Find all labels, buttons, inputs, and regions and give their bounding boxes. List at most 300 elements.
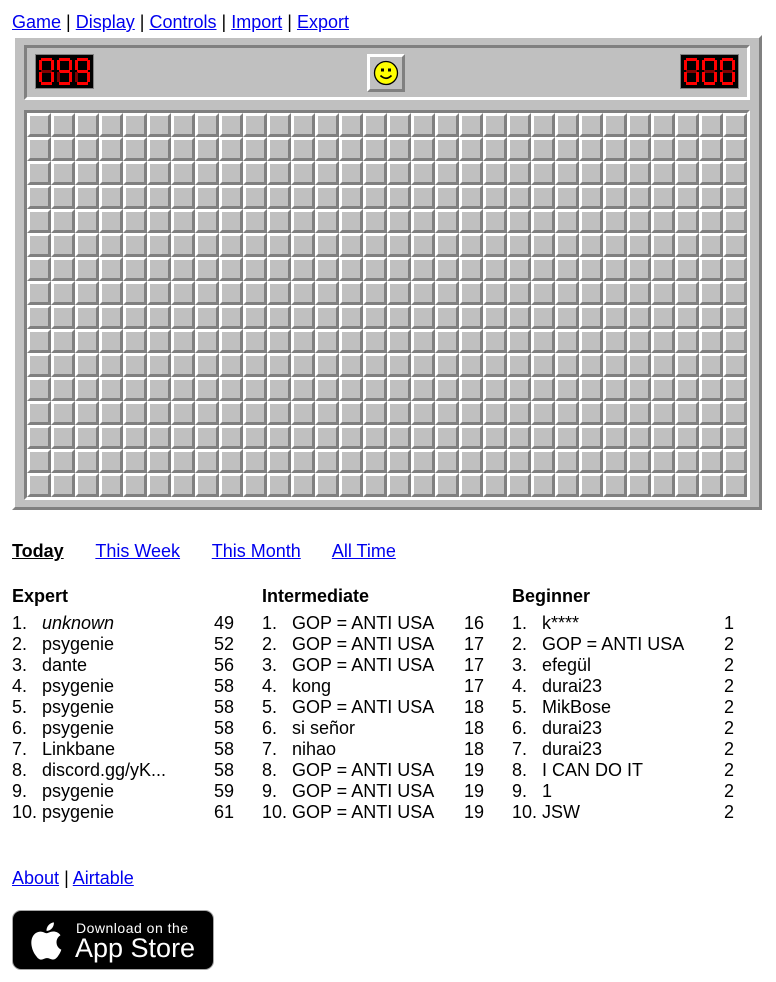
mine-cell[interactable] [27,449,51,473]
mine-cell[interactable] [723,329,747,353]
mine-cell[interactable] [435,353,459,377]
mine-cell[interactable] [243,305,267,329]
mine-cell[interactable] [51,473,75,497]
mine-cell[interactable] [531,233,555,257]
mine-cell[interactable] [99,209,123,233]
mine-cell[interactable] [315,209,339,233]
mine-cell[interactable] [675,185,699,209]
mine-cell[interactable] [387,425,411,449]
mine-cell[interactable] [363,329,387,353]
mine-cell[interactable] [507,185,531,209]
mine-cell[interactable] [339,233,363,257]
mine-cell[interactable] [219,137,243,161]
mine-cell[interactable] [627,473,651,497]
mine-cell[interactable] [459,401,483,425]
mine-cell[interactable] [75,305,99,329]
mine-cell[interactable] [627,137,651,161]
mine-cell[interactable] [483,329,507,353]
mine-cell[interactable] [507,113,531,137]
mine-cell[interactable] [627,161,651,185]
mine-cell[interactable] [483,161,507,185]
mine-cell[interactable] [531,377,555,401]
mine-cell[interactable] [699,137,723,161]
mine-cell[interactable] [51,401,75,425]
mine-cell[interactable] [339,449,363,473]
mine-cell[interactable] [291,161,315,185]
mine-cell[interactable] [483,353,507,377]
mine-cell[interactable] [243,425,267,449]
mine-cell[interactable] [99,353,123,377]
mine-cell[interactable] [699,209,723,233]
mine-cell[interactable] [555,281,579,305]
nav-game-link[interactable]: Game [12,12,62,32]
mine-cell[interactable] [315,305,339,329]
mine-cell[interactable] [531,257,555,281]
mine-cell[interactable] [723,281,747,305]
mine-cell[interactable] [723,257,747,281]
mine-cell[interactable] [387,329,411,353]
mine-cell[interactable] [507,449,531,473]
mine-cell[interactable] [267,401,291,425]
mine-cell[interactable] [579,305,603,329]
mine-cell[interactable] [75,353,99,377]
mine-cell[interactable] [291,113,315,137]
mine-cell[interactable] [147,257,171,281]
mine-cell[interactable] [339,305,363,329]
mine-cell[interactable] [51,137,75,161]
mine-cell[interactable] [315,137,339,161]
mine-cell[interactable] [363,425,387,449]
mine-cell[interactable] [195,161,219,185]
mine-cell[interactable] [531,305,555,329]
mine-cell[interactable] [315,329,339,353]
mine-cell[interactable] [75,233,99,257]
mine-cell[interactable] [699,113,723,137]
mine-cell[interactable] [27,113,51,137]
mine-cell[interactable] [363,449,387,473]
mine-cell[interactable] [267,473,291,497]
mine-cell[interactable] [459,257,483,281]
mine-cell[interactable] [243,185,267,209]
mine-cell[interactable] [531,137,555,161]
mine-cell[interactable] [75,329,99,353]
mine-cell[interactable] [51,257,75,281]
mine-cell[interactable] [123,425,147,449]
mine-cell[interactable] [579,209,603,233]
mine-cell[interactable] [699,281,723,305]
mine-cell[interactable] [603,473,627,497]
mine-cell[interactable] [723,233,747,257]
mine-cell[interactable] [219,353,243,377]
mine-cell[interactable] [315,449,339,473]
mine-cell[interactable] [579,257,603,281]
mine-cell[interactable] [363,257,387,281]
mine-cell[interactable] [387,449,411,473]
mine-cell[interactable] [147,473,171,497]
mine-cell[interactable] [579,233,603,257]
mine-cell[interactable] [267,209,291,233]
mine-cell[interactable] [483,305,507,329]
mine-cell[interactable] [411,473,435,497]
mine-cell[interactable] [627,305,651,329]
mine-cell[interactable] [51,425,75,449]
mine-cell[interactable] [435,473,459,497]
mine-cell[interactable] [603,137,627,161]
mine-cell[interactable] [483,137,507,161]
mine-cell[interactable] [267,257,291,281]
mine-cell[interactable] [27,353,51,377]
mine-cell[interactable] [363,137,387,161]
mine-cell[interactable] [555,401,579,425]
mine-cell[interactable] [699,161,723,185]
mine-cell[interactable] [555,473,579,497]
mine-cell[interactable] [459,377,483,401]
mine-cell[interactable] [387,377,411,401]
mine-cell[interactable] [123,185,147,209]
mine-cell[interactable] [651,473,675,497]
mine-cell[interactable] [243,233,267,257]
mine-cell[interactable] [411,161,435,185]
mine-cell[interactable] [603,425,627,449]
mine-cell[interactable] [435,449,459,473]
mine-cell[interactable] [99,473,123,497]
mine-cell[interactable] [723,401,747,425]
mine-cell[interactable] [699,449,723,473]
mine-cell[interactable] [483,281,507,305]
mine-cell[interactable] [483,209,507,233]
mine-cell[interactable] [267,161,291,185]
tab-this-week[interactable]: This Week [95,541,181,561]
mine-cell[interactable] [267,233,291,257]
mine-cell[interactable] [339,161,363,185]
mine-cell[interactable] [363,305,387,329]
mine-cell[interactable] [651,233,675,257]
mine-cell[interactable] [99,329,123,353]
mine-cell[interactable] [651,449,675,473]
mine-cell[interactable] [675,329,699,353]
mine-cell[interactable] [411,281,435,305]
mine-cell[interactable] [123,353,147,377]
mine-cell[interactable] [459,473,483,497]
mine-cell[interactable] [387,281,411,305]
mine-cell[interactable] [267,425,291,449]
mine-cell[interactable] [507,329,531,353]
mine-cell[interactable] [195,137,219,161]
mine-cell[interactable] [411,233,435,257]
mine-cell[interactable] [99,137,123,161]
mine-cell[interactable] [195,233,219,257]
mine-cell[interactable] [507,353,531,377]
mine-cell[interactable] [435,257,459,281]
mine-cell[interactable] [651,329,675,353]
mine-cell[interactable] [291,209,315,233]
mine-cell[interactable] [555,209,579,233]
mine-cell[interactable] [315,161,339,185]
mine-cell[interactable] [555,113,579,137]
mine-cell[interactable] [483,113,507,137]
mine-cell[interactable] [603,449,627,473]
mine-cell[interactable] [459,329,483,353]
mine-cell[interactable] [555,449,579,473]
mine-cell[interactable] [339,185,363,209]
mine-cell[interactable] [291,449,315,473]
mine-cell[interactable] [27,209,51,233]
mine-cell[interactable] [219,257,243,281]
mine-cell[interactable] [603,401,627,425]
mine-cell[interactable] [51,113,75,137]
mine-cell[interactable] [219,281,243,305]
mine-cell[interactable] [723,473,747,497]
mine-cell[interactable] [435,113,459,137]
mine-cell[interactable] [267,281,291,305]
mine-cell[interactable] [123,281,147,305]
mine-cell[interactable] [387,257,411,281]
mine-cell[interactable] [411,353,435,377]
mine-cell[interactable] [195,209,219,233]
mine-cell[interactable] [387,353,411,377]
mine-cell[interactable] [99,185,123,209]
mine-cell[interactable] [363,377,387,401]
mine-cell[interactable] [99,377,123,401]
mine-cell[interactable] [555,233,579,257]
mine-cell[interactable] [267,353,291,377]
mine-cell[interactable] [51,185,75,209]
mine-cell[interactable] [723,113,747,137]
mine-cell[interactable] [99,281,123,305]
mine-cell[interactable] [387,473,411,497]
mine-cell[interactable] [675,281,699,305]
mine-cell[interactable] [603,281,627,305]
mine-cell[interactable] [675,257,699,281]
mine-cell[interactable] [171,377,195,401]
mine-cell[interactable] [579,329,603,353]
mine-cell[interactable] [459,185,483,209]
mine-cell[interactable] [507,233,531,257]
mine-cell[interactable] [147,353,171,377]
mine-cell[interactable] [411,137,435,161]
mine-cell[interactable] [171,137,195,161]
mine-cell[interactable] [147,113,171,137]
mine-cell[interactable] [51,353,75,377]
mine-cell[interactable] [123,113,147,137]
mine-cell[interactable] [171,233,195,257]
mine-cell[interactable] [363,353,387,377]
mine-cell[interactable] [675,353,699,377]
mine-cell[interactable] [387,209,411,233]
mine-cell[interactable] [291,401,315,425]
mine-cell[interactable] [435,185,459,209]
mine-cell[interactable] [627,281,651,305]
mine-cell[interactable] [99,449,123,473]
mine-cell[interactable] [387,233,411,257]
mine-cell[interactable] [243,161,267,185]
mine-cell[interactable] [147,209,171,233]
mine-cell[interactable] [315,377,339,401]
mine-cell[interactable] [243,449,267,473]
mine-cell[interactable] [99,305,123,329]
mine-cell[interactable] [147,281,171,305]
mine-cell[interactable] [579,473,603,497]
mine-cell[interactable] [123,473,147,497]
mine-cell[interactable] [27,233,51,257]
mine-cell[interactable] [99,401,123,425]
mine-cell[interactable] [27,281,51,305]
mine-cell[interactable] [627,425,651,449]
mine-cell[interactable] [291,377,315,401]
mine-cell[interactable] [459,137,483,161]
mine-cell[interactable] [507,137,531,161]
mine-cell[interactable] [627,257,651,281]
mine-cell[interactable] [315,257,339,281]
mine-cell[interactable] [363,281,387,305]
mine-cell[interactable] [27,257,51,281]
mine-cell[interactable] [579,449,603,473]
mine-cell[interactable] [291,425,315,449]
mine-cell[interactable] [651,377,675,401]
mine-cell[interactable] [387,305,411,329]
nav-controls-link[interactable]: Controls [149,12,217,32]
mine-cell[interactable] [435,329,459,353]
about-link[interactable]: About [12,868,60,888]
mine-cell[interactable] [483,257,507,281]
mine-cell[interactable] [675,209,699,233]
mine-cell[interactable] [483,377,507,401]
mine-cell[interactable] [507,209,531,233]
mine-cell[interactable] [147,233,171,257]
mine-cell[interactable] [243,257,267,281]
mine-cell[interactable] [603,377,627,401]
mine-cell[interactable] [507,257,531,281]
mine-cell[interactable] [147,401,171,425]
mine-cell[interactable] [243,473,267,497]
mine-cell[interactable] [123,137,147,161]
mine-cell[interactable] [603,113,627,137]
mine-cell[interactable] [627,209,651,233]
mine-cell[interactable] [507,473,531,497]
mine-cell[interactable] [147,185,171,209]
mine-cell[interactable] [387,113,411,137]
mine-cell[interactable] [363,161,387,185]
mine-cell[interactable] [435,305,459,329]
mine-cell[interactable] [27,473,51,497]
mine-cell[interactable] [51,305,75,329]
mine-cell[interactable] [675,305,699,329]
mine-cell[interactable] [507,305,531,329]
mine-cell[interactable] [243,329,267,353]
mine-cell[interactable] [651,257,675,281]
mine-cell[interactable] [339,257,363,281]
mine-cell[interactable] [219,329,243,353]
mine-cell[interactable] [51,377,75,401]
mine-cell[interactable] [171,329,195,353]
mine-cell[interactable] [483,185,507,209]
mine-cell[interactable] [675,473,699,497]
mine-cell[interactable] [27,305,51,329]
mine-cell[interactable] [459,113,483,137]
mine-cell[interactable] [579,377,603,401]
mine-cell[interactable] [411,449,435,473]
mine-cell[interactable] [123,449,147,473]
mine-cell[interactable] [555,377,579,401]
mine-cell[interactable] [651,209,675,233]
mine-cell[interactable] [51,449,75,473]
mine-cell[interactable] [363,233,387,257]
mine-cell[interactable] [219,209,243,233]
mine-cell[interactable] [699,185,723,209]
mine-cell[interactable] [27,329,51,353]
mine-cell[interactable] [51,281,75,305]
mine-cell[interactable] [99,113,123,137]
mine-cell[interactable] [387,185,411,209]
mine-cell[interactable] [267,449,291,473]
mine-cell[interactable] [435,425,459,449]
mine-cell[interactable] [195,113,219,137]
mine-cell[interactable] [435,209,459,233]
mine-cell[interactable] [531,113,555,137]
mine-cell[interactable] [579,161,603,185]
mine-cell[interactable] [195,257,219,281]
mine-cell[interactable] [123,377,147,401]
mine-cell[interactable] [435,161,459,185]
mine-cell[interactable] [531,425,555,449]
mine-cell[interactable] [411,377,435,401]
mine-cell[interactable] [435,377,459,401]
tab-today[interactable]: Today [12,541,64,561]
mine-cell[interactable] [411,305,435,329]
mine-cell[interactable] [195,329,219,353]
mine-cell[interactable] [123,161,147,185]
mine-cell[interactable] [99,425,123,449]
mine-cell[interactable] [315,113,339,137]
mine-cell[interactable] [627,449,651,473]
mine-cell[interactable] [315,185,339,209]
mine-cell[interactable] [315,353,339,377]
mine-cell[interactable] [123,209,147,233]
app-store-badge[interactable] [12,910,214,970]
mine-cell[interactable] [675,233,699,257]
mine-cell[interactable] [219,377,243,401]
mine-cell[interactable] [195,425,219,449]
mine-cell[interactable] [531,449,555,473]
mine-cell[interactable] [171,185,195,209]
mine-cell[interactable] [75,113,99,137]
mine-cell[interactable] [459,233,483,257]
mine-cell[interactable] [363,113,387,137]
mine-cell[interactable] [75,209,99,233]
nav-import-link[interactable]: Import [231,12,283,32]
mine-cell[interactable] [507,161,531,185]
mine-cell[interactable] [243,377,267,401]
mine-cell[interactable] [27,401,51,425]
mine-cell[interactable] [411,209,435,233]
mine-cell[interactable] [195,473,219,497]
mine-cell[interactable] [339,353,363,377]
mine-cell[interactable] [579,425,603,449]
mine-cell[interactable] [51,233,75,257]
mine-cell[interactable] [291,185,315,209]
mine-cell[interactable] [243,113,267,137]
mine-cell[interactable] [147,137,171,161]
mine-cell[interactable] [243,209,267,233]
mine-cell[interactable] [339,473,363,497]
mine-cell[interactable] [411,185,435,209]
mine-cell[interactable] [315,233,339,257]
mine-cell[interactable] [315,281,339,305]
mine-cell[interactable] [603,161,627,185]
mine-cell[interactable] [723,161,747,185]
mine-cell[interactable] [459,353,483,377]
mine-cell[interactable] [507,281,531,305]
